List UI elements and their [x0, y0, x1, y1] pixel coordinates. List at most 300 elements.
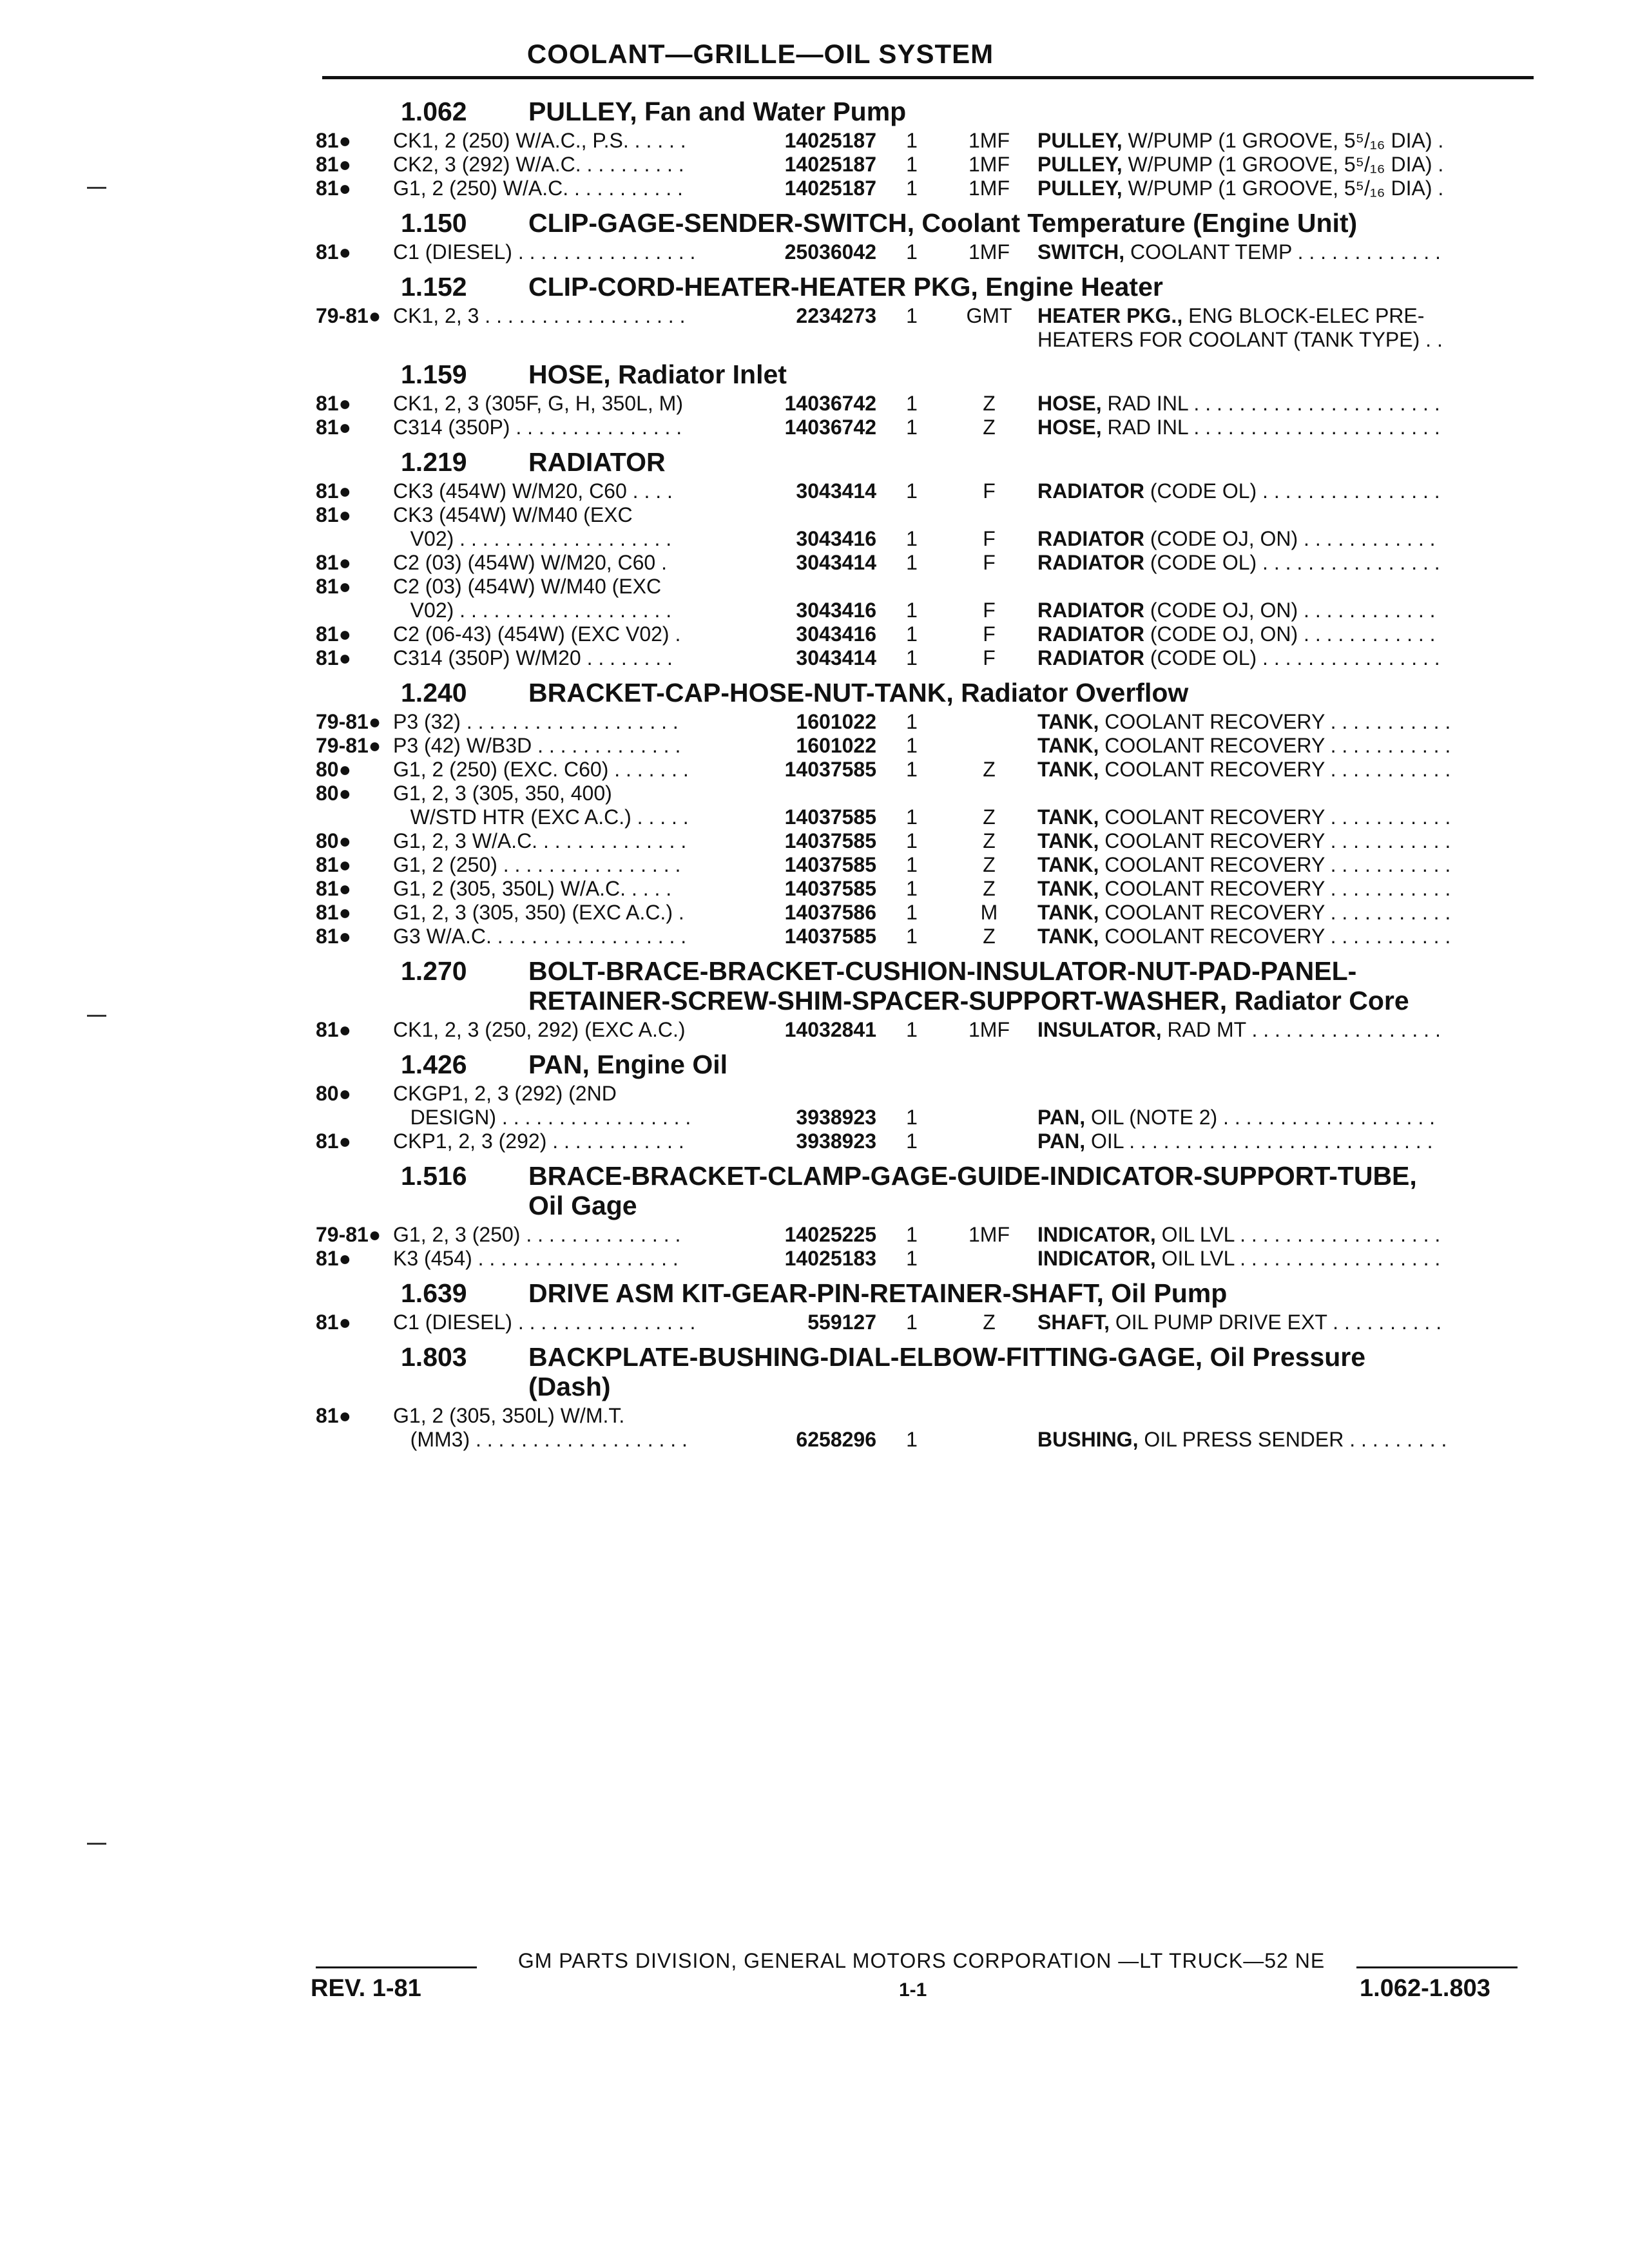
footer-section-range: 1.062-1.803 — [1360, 1975, 1490, 2002]
application-description: C314 (350P) W/M20 . . . . . . . . — [393, 646, 673, 669]
part-row — [316, 646, 1540, 670]
part-name-noun: TANK, — [1037, 829, 1099, 852]
part-name-detail: COOLANT RECOVERY . . . . . . . . . . . — [1099, 925, 1451, 948]
quantity: 1 — [906, 758, 918, 781]
section-title-line: CLIP-CORD-HEATER-HEATER PKG, Engine Heater — [528, 272, 1163, 302]
part-name-noun: PAN, — [1037, 1129, 1086, 1153]
part-number: 6258296 — [796, 1428, 876, 1451]
section-heading — [316, 272, 1540, 302]
source-code: Z — [983, 829, 996, 852]
footer-rule-right — [1356, 1966, 1518, 1968]
quantity: 1 — [906, 153, 918, 176]
part-name-noun: SHAFT, — [1037, 1311, 1110, 1334]
section-number: 1.062 — [401, 97, 467, 126]
part-name-noun: RADIATOR — [1037, 646, 1144, 669]
section-number: 1.152 — [401, 272, 467, 302]
part-number: 3043414 — [796, 646, 876, 669]
part-name-detail: RAD MT . . . . . . . . . . . . . . . . . — [1161, 1018, 1441, 1041]
section-title-line: RETAINER-SCREW-SHIM-SPACER-SUPPORT-WASHER, Radiator Core — [528, 986, 1409, 1015]
application-description: G1, 2, 3 (305, 350) (EXC A.C.) . — [393, 901, 684, 924]
part-name-noun: TANK, — [1037, 925, 1099, 948]
quantity: 1 — [906, 1106, 918, 1129]
part-row — [316, 503, 1540, 527]
application-description: CK1, 2, 3 . . . . . . . . . . . . . . . . . . — [393, 304, 686, 327]
quantity: 1 — [906, 1247, 918, 1270]
source-code: F — [983, 599, 996, 622]
section-block — [316, 1050, 1540, 1153]
quantity: 1 — [906, 177, 918, 200]
application-description: CK1, 2, 3 (250, 292) (EXC A.C.) — [393, 1018, 686, 1041]
application-description: C2 (03) (454W) W/M40 (EXC — [393, 575, 662, 598]
source-code: Z — [983, 758, 996, 781]
section-heading — [316, 447, 1540, 477]
part-number: 14037585 — [784, 853, 876, 876]
part-row — [316, 1247, 1540, 1271]
part-number: 3938923 — [796, 1129, 876, 1153]
quantity: 1 — [906, 392, 918, 415]
part-name-noun: TANK, — [1037, 758, 1099, 781]
part-name — [1037, 153, 1540, 177]
quantity: 1 — [906, 240, 918, 264]
application-description: C1 (DIESEL) . . . . . . . . . . . . . . . . — [393, 1311, 696, 1334]
section-heading — [316, 956, 1540, 1015]
part-name — [1037, 328, 1540, 352]
application-description: CK3 (454W) W/M40 (EXC — [393, 503, 633, 526]
application-description: (MM3) . . . . . . . . . . . . . . . . . . . — [393, 1428, 688, 1451]
header-rule — [322, 76, 1534, 79]
part-name-detail: COOLANT RECOVERY . . . . . . . . . . . — [1099, 877, 1451, 900]
part-number: 14037585 — [784, 829, 876, 852]
part-name — [1037, 177, 1540, 200]
quantity: 1 — [906, 622, 918, 646]
part-name — [1037, 805, 1540, 829]
part-row — [316, 599, 1540, 622]
part-row — [316, 1428, 1540, 1452]
section-title — [528, 1050, 1540, 1079]
part-name — [1037, 901, 1540, 925]
model-year: 80● — [316, 782, 351, 805]
source-code: F — [983, 479, 996, 503]
part-row — [316, 622, 1540, 646]
part-row — [316, 805, 1540, 829]
part-name-noun: PULLEY, — [1037, 177, 1123, 200]
part-name-detail: COOLANT RECOVERY . . . . . . . . . . . — [1099, 710, 1451, 733]
model-year: 81● — [316, 129, 351, 152]
part-number: 3043416 — [796, 527, 876, 550]
section-block — [316, 447, 1540, 670]
quantity: 1 — [906, 479, 918, 503]
part-number: 3043414 — [796, 551, 876, 574]
part-name — [1037, 1129, 1540, 1153]
section-title — [528, 272, 1540, 302]
part-name-noun: TANK, — [1037, 710, 1099, 733]
part-number: 3043416 — [796, 622, 876, 646]
part-row — [316, 153, 1540, 177]
part-row — [316, 1106, 1540, 1129]
model-year: 80● — [316, 758, 351, 781]
section-title-line: DRIVE ASM KIT-GEAR-PIN-RETAINER-SHAFT, Oil Pump — [528, 1278, 1228, 1308]
part-number: 2234273 — [796, 304, 876, 327]
model-year: 81● — [316, 551, 351, 574]
part-row — [316, 1404, 1540, 1428]
part-number: 14025187 — [784, 129, 876, 152]
part-name-detail: OIL PUMP DRIVE EXT . . . . . . . . . . — [1110, 1311, 1442, 1334]
part-name-noun: HOSE, — [1037, 392, 1102, 415]
quantity: 1 — [906, 1018, 918, 1041]
part-row — [316, 129, 1540, 153]
model-year: 79-81● — [316, 710, 381, 733]
application-description: G1, 2 (250) . . . . . . . . . . . . . . . . — [393, 853, 681, 876]
part-name-detail: (CODE OJ, ON) . . . . . . . . . . . . — [1144, 527, 1436, 550]
quantity: 1 — [906, 1428, 918, 1451]
source-code: M — [980, 901, 998, 924]
section-title — [528, 360, 1540, 389]
quantity: 1 — [906, 416, 918, 439]
part-name-noun: TANK, — [1037, 734, 1099, 757]
section-number: 1.159 — [401, 360, 467, 389]
part-name-detail: (CODE OL) . . . . . . . . . . . . . . . . — [1144, 551, 1440, 574]
application-description: C2 (06-43) (454W) (EXC V02) . — [393, 622, 681, 646]
section-block — [316, 208, 1540, 264]
part-name-detail: COOLANT TEMP . . . . . . . . . . . . . — [1124, 240, 1441, 264]
part-number: 1601022 — [796, 734, 876, 757]
application-description: G3 W/A.C. . . . . . . . . . . . . . . . . . — [393, 925, 687, 948]
section-heading — [316, 360, 1540, 389]
part-name — [1037, 129, 1540, 153]
part-name-detail: (CODE OJ, ON) . . . . . . . . . . . . — [1144, 622, 1436, 646]
part-number: 14036742 — [784, 416, 876, 439]
part-row — [316, 710, 1540, 734]
model-year: 80● — [316, 829, 351, 852]
source-code: F — [983, 527, 996, 550]
source-code: 1MF — [969, 153, 1010, 176]
part-row — [316, 758, 1540, 782]
section-number: 1.803 — [401, 1342, 467, 1372]
model-year: 81● — [316, 877, 351, 900]
source-code: Z — [983, 853, 996, 876]
part-name-noun: SWITCH, — [1037, 240, 1125, 264]
part-name — [1037, 710, 1540, 734]
section-title-line: RADIATOR — [528, 447, 666, 477]
part-number: 3938923 — [796, 1106, 876, 1129]
part-row — [316, 1311, 1540, 1334]
parts-list — [316, 89, 1540, 1452]
part-name-detail: OIL LVL . . . . . . . . . . . . . . . . . . — [1155, 1223, 1441, 1246]
quantity: 1 — [906, 1129, 918, 1153]
model-year: 81● — [316, 479, 351, 503]
source-code: Z — [983, 805, 996, 829]
part-number: 14037585 — [784, 877, 876, 900]
source-code: Z — [983, 1311, 996, 1334]
application-description: V02) . . . . . . . . . . . . . . . . . . . — [393, 599, 672, 622]
section-title-line: HOSE, Radiator Inlet — [528, 360, 787, 389]
part-name-noun: HOSE, — [1037, 416, 1102, 439]
part-number: 14025187 — [784, 177, 876, 200]
application-description: G1, 2, 3 W/A.C. . . . . . . . . . . . . . — [393, 829, 687, 852]
section-title-line: PAN, Engine Oil — [528, 1050, 728, 1079]
part-name — [1037, 392, 1540, 416]
section-number: 1.426 — [401, 1050, 467, 1079]
part-name-noun: TANK, — [1037, 877, 1099, 900]
section-block — [316, 1161, 1540, 1271]
part-name — [1037, 734, 1540, 758]
application-description: DESIGN) . . . . . . . . . . . . . . . . . — [393, 1106, 691, 1129]
part-name-noun: TANK, — [1037, 901, 1099, 924]
scan-mark — [87, 1015, 106, 1017]
footer-page-number: 1-1 — [899, 1979, 927, 2001]
part-name — [1037, 1223, 1540, 1247]
model-year: 81● — [316, 1311, 351, 1334]
part-number: 14025225 — [784, 1223, 876, 1246]
section-block — [316, 1278, 1540, 1334]
section-number: 1.516 — [401, 1161, 467, 1191]
part-row — [316, 479, 1540, 503]
part-row — [316, 853, 1540, 877]
part-name-detail: OIL LVL . . . . . . . . . . . . . . . . . . — [1155, 1247, 1441, 1270]
part-name-noun: TANK, — [1037, 805, 1099, 829]
part-name — [1037, 1018, 1540, 1042]
part-row — [316, 392, 1540, 416]
part-name — [1037, 551, 1540, 575]
source-code: GMT — [966, 304, 1012, 327]
application-description: G1, 2 (250) (EXC. C60) . . . . . . . — [393, 758, 689, 781]
model-year: 81● — [316, 153, 351, 176]
model-year: 81● — [316, 646, 351, 669]
section-heading — [316, 1161, 1540, 1220]
part-name — [1037, 304, 1540, 328]
source-code: 1MF — [969, 1223, 1010, 1246]
part-name-detail: COOLANT RECOVERY . . . . . . . . . . . — [1099, 853, 1451, 876]
model-year: 81● — [316, 503, 351, 526]
part-name — [1037, 479, 1540, 503]
section-heading — [316, 208, 1540, 238]
application-description: K3 (454) . . . . . . . . . . . . . . . . . . — [393, 1247, 679, 1270]
application-description: P3 (42) W/B3D . . . . . . . . . . . . . — [393, 734, 681, 757]
model-year: 81● — [316, 1247, 351, 1270]
section-block — [316, 1342, 1540, 1452]
part-name — [1037, 240, 1540, 264]
section-block — [316, 956, 1540, 1042]
application-description: G1, 2 (305, 350L) W/M.T. — [393, 1404, 625, 1427]
part-name-detail: COOLANT RECOVERY . . . . . . . . . . . — [1099, 829, 1451, 852]
source-code: 1MF — [969, 129, 1010, 152]
quantity: 1 — [906, 710, 918, 733]
part-name — [1037, 599, 1540, 622]
model-year: 81● — [316, 177, 351, 200]
part-row — [316, 575, 1540, 599]
application-description: G1, 2 (305, 350L) W/A.C. . . . . — [393, 877, 672, 900]
source-code: Z — [983, 877, 996, 900]
part-name-detail: COOLANT RECOVERY . . . . . . . . . . . — [1099, 758, 1451, 781]
source-code: 1MF — [969, 177, 1010, 200]
section-number: 1.639 — [401, 1278, 467, 1308]
part-name-detail: OIL PRESS SENDER . . . . . . . . . — [1138, 1428, 1447, 1451]
part-name-noun: INDICATOR, — [1037, 1247, 1156, 1270]
section-title — [528, 208, 1540, 238]
section-number: 1.270 — [401, 956, 467, 986]
section-block — [316, 360, 1540, 439]
part-number: 25036042 — [784, 240, 876, 264]
part-number: 3043416 — [796, 599, 876, 622]
part-number: 14025183 — [784, 1247, 876, 1270]
part-row — [316, 551, 1540, 575]
application-description: G1, 2, 3 (250) . . . . . . . . . . . . . . — [393, 1223, 681, 1246]
application-description: CK3 (454W) W/M20, C60 . . . . — [393, 479, 673, 503]
source-code: 1MF — [969, 1018, 1010, 1041]
part-name-detail: W/PUMP (1 GROOVE, 5⁵/₁₆ DIA) . — [1122, 153, 1444, 176]
application-description: CK1, 2, 3 (305F, G, H, 350L, M) — [393, 392, 683, 415]
part-name-noun: PULLEY, — [1037, 129, 1123, 152]
part-number: 14037585 — [784, 925, 876, 948]
part-name-detail: (CODE OL) . . . . . . . . . . . . . . . . — [1144, 646, 1440, 669]
part-name-noun: RADIATOR — [1037, 622, 1144, 646]
application-description: CKGP1, 2, 3 (292) (2ND — [393, 1082, 617, 1105]
quantity: 1 — [906, 925, 918, 948]
scan-mark — [87, 187, 106, 189]
quantity: 1 — [906, 734, 918, 757]
part-row — [316, 877, 1540, 901]
section-title — [528, 97, 1540, 126]
part-row — [316, 328, 1540, 352]
part-name — [1037, 1311, 1540, 1334]
quantity: 1 — [906, 829, 918, 852]
section-title — [528, 956, 1540, 1015]
section-number: 1.219 — [401, 447, 467, 477]
part-name — [1037, 527, 1540, 551]
part-row — [316, 304, 1540, 328]
quantity: 1 — [906, 877, 918, 900]
part-name — [1037, 829, 1540, 853]
page-title: COOLANT—GRILLE—OIL SYSTEM — [526, 39, 994, 69]
application-description: C314 (350P) . . . . . . . . . . . . . . . — [393, 416, 682, 439]
part-name — [1037, 853, 1540, 877]
section-heading — [316, 1050, 1540, 1079]
part-name-detail: COOLANT RECOVERY . . . . . . . . . . . — [1099, 901, 1451, 924]
part-name-detail: COOLANT RECOVERY . . . . . . . . . . . — [1099, 805, 1451, 829]
model-year: 81● — [316, 416, 351, 439]
model-year: 81● — [316, 240, 351, 264]
model-year: 81● — [316, 1129, 351, 1153]
footer-revision: REV. 1-81 — [311, 1975, 421, 2002]
part-row — [316, 734, 1540, 758]
application-description: C2 (03) (454W) W/M20, C60 . — [393, 551, 667, 574]
model-year: 81● — [316, 925, 351, 948]
section-title — [528, 1278, 1540, 1308]
part-name — [1037, 1106, 1540, 1129]
section-title — [528, 1342, 1540, 1401]
application-description: CK2, 3 (292) W/A.C. . . . . . . . . . — [393, 153, 684, 176]
quantity: 1 — [906, 901, 918, 924]
quantity: 1 — [906, 1223, 918, 1246]
model-year: 81● — [316, 392, 351, 415]
section-title — [528, 447, 1540, 477]
quantity: 1 — [906, 599, 918, 622]
quantity: 1 — [906, 129, 918, 152]
part-name — [1037, 416, 1540, 439]
part-name-noun: RADIATOR — [1037, 599, 1144, 622]
section-block — [316, 678, 1540, 948]
application-description: G1, 2, 3 (305, 350, 400) — [393, 782, 612, 805]
part-name — [1037, 758, 1540, 782]
quantity: 1 — [906, 1311, 918, 1334]
part-name-detail: COOLANT RECOVERY . . . . . . . . . . . — [1099, 734, 1451, 757]
part-name-detail: (CODE OL) . . . . . . . . . . . . . . . . — [1144, 479, 1440, 503]
part-number: 14032841 — [784, 1018, 876, 1041]
part-row — [316, 527, 1540, 551]
part-name-detail: RAD INL . . . . . . . . . . . . . . . . . . . . . . — [1101, 416, 1440, 439]
part-name-detail: W/PUMP (1 GROOVE, 5⁵/₁₆ DIA) . — [1122, 177, 1444, 200]
model-year: 79-81● — [316, 304, 381, 327]
part-name — [1037, 622, 1540, 646]
section-title — [528, 1161, 1540, 1220]
part-number: 14037585 — [784, 758, 876, 781]
model-year: 81● — [316, 853, 351, 876]
part-number: 1601022 — [796, 710, 876, 733]
part-name — [1037, 1247, 1540, 1271]
quantity: 1 — [906, 551, 918, 574]
model-year: 81● — [316, 622, 351, 646]
section-title-line: (Dash) — [528, 1372, 611, 1401]
part-name-noun: INSULATOR, — [1037, 1018, 1162, 1041]
part-row — [316, 1129, 1540, 1153]
part-name-detail: OIL (NOTE 2) . . . . . . . . . . . . . . . . . . . — [1085, 1106, 1435, 1129]
part-row — [316, 1082, 1540, 1106]
part-name — [1037, 646, 1540, 670]
model-year: 79-81● — [316, 1223, 381, 1246]
section-heading — [316, 97, 1540, 126]
part-row — [316, 240, 1540, 264]
section-title-line: CLIP-GAGE-SENDER-SWITCH, Coolant Temperature (Engine Unit) — [528, 208, 1358, 238]
source-code: Z — [983, 392, 996, 415]
section-title-line: BRACKET-CAP-HOSE-NUT-TANK, Radiator Overflow — [528, 678, 1189, 707]
part-name-noun: HEATER PKG., — [1037, 304, 1183, 327]
part-name — [1037, 1428, 1540, 1452]
part-row — [316, 416, 1540, 439]
part-row — [316, 925, 1540, 948]
application-description: P3 (32) . . . . . . . . . . . . . . . . . . . — [393, 710, 679, 733]
part-row — [316, 177, 1540, 200]
part-number: 3043414 — [796, 479, 876, 503]
section-title-line: BOLT-BRACE-BRACKET-CUSHION-INSULATOR-NUT-PAD-PANEL- — [528, 956, 1357, 986]
part-name-noun: RADIATOR — [1037, 551, 1144, 574]
part-name — [1037, 877, 1540, 901]
section-title-line: Oil Gage — [528, 1191, 637, 1220]
section-heading — [316, 1278, 1540, 1308]
section-title-line: PULLEY, Fan and Water Pump — [528, 97, 907, 126]
part-row — [316, 1018, 1540, 1042]
part-name-detail: HEATERS FOR COOLANT (TANK TYPE) . . — [1037, 328, 1443, 351]
application-description: V02) . . . . . . . . . . . . . . . . . . . — [393, 527, 672, 550]
model-year: 81● — [316, 901, 351, 924]
part-name-detail: (CODE OJ, ON) . . . . . . . . . . . . — [1144, 599, 1436, 622]
part-number: 14037585 — [784, 805, 876, 829]
part-name-noun: TANK, — [1037, 853, 1099, 876]
section-title-line: BRACE-BRACKET-CLAMP-GAGE-GUIDE-INDICATOR-SUPPORT-TUBE, — [528, 1161, 1417, 1191]
part-name-noun: BUSHING, — [1037, 1428, 1139, 1451]
application-description: C1 (DIESEL) . . . . . . . . . . . . . . . . — [393, 240, 696, 264]
application-description: CKP1, 2, 3 (292) . . . . . . . . . . . . — [393, 1129, 684, 1153]
quantity: 1 — [906, 853, 918, 876]
part-row — [316, 901, 1540, 925]
part-number: 559127 — [807, 1311, 876, 1334]
part-name — [1037, 925, 1540, 948]
part-name-noun: PULLEY, — [1037, 153, 1123, 176]
quantity: 1 — [906, 527, 918, 550]
application-description: G1, 2 (250) W/A.C. . . . . . . . . . . — [393, 177, 683, 200]
section-heading — [316, 678, 1540, 707]
quantity: 1 — [906, 304, 918, 327]
model-year: 80● — [316, 1082, 351, 1105]
